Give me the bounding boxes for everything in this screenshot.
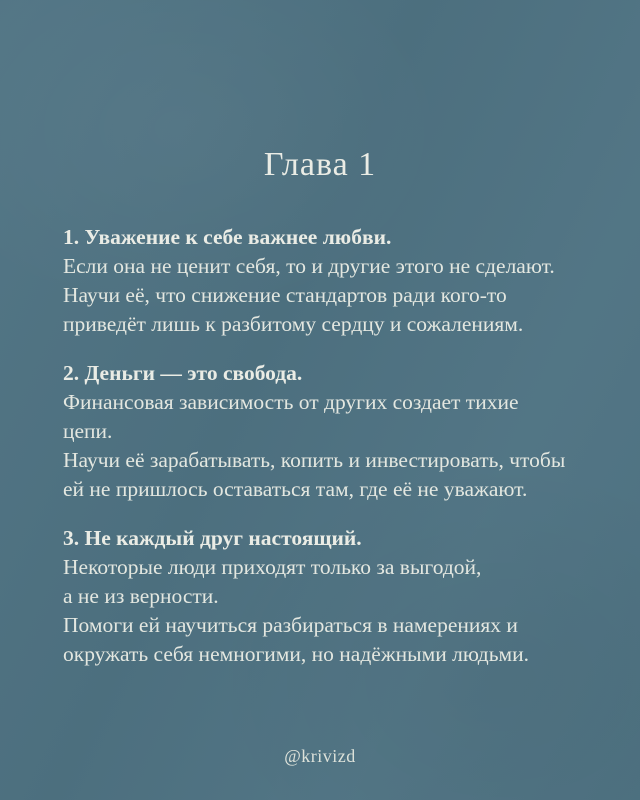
section-heading: 2. Деньги — это свобода. <box>63 361 303 386</box>
body-line: приведёт лишь к разбитому сердцу и сожалениям. <box>63 312 524 337</box>
body-line: окружать себя немногими, но надёжными людьми. <box>63 642 530 667</box>
chapter-title: Глава 1 <box>263 146 377 183</box>
watermark-handle: @krivizd <box>284 746 356 766</box>
chapter-content <box>63 223 578 669</box>
section-money <box>63 359 578 504</box>
section-heading: 1. Уважение к себе важнее любви. <box>63 225 392 250</box>
body-line: Финансовая зависимость от других создает тихие <box>63 390 519 415</box>
section-friends <box>63 524 578 669</box>
body-line: а не из верности. <box>63 584 219 609</box>
body-line: Помоги ей научиться разбираться в намерениях и <box>63 613 518 638</box>
body-line: Научи её зарабатывать, копить и инвестировать, чтобы <box>63 448 566 473</box>
body-line: цепи. <box>63 419 113 444</box>
body-line: Некоторые люди приходят только за выгодой, <box>63 555 482 580</box>
section-respect <box>63 223 578 339</box>
body-line: Научи её, что снижение стандартов ради кого-то <box>63 283 507 308</box>
section-heading: 3. Не каждый друг настоящий. <box>63 526 362 551</box>
body-line: ей не пришлось оставаться там, где её не уважают. <box>63 477 528 502</box>
body-line: Если она не ценит себя, то и другие этого не сделают. <box>63 254 555 279</box>
